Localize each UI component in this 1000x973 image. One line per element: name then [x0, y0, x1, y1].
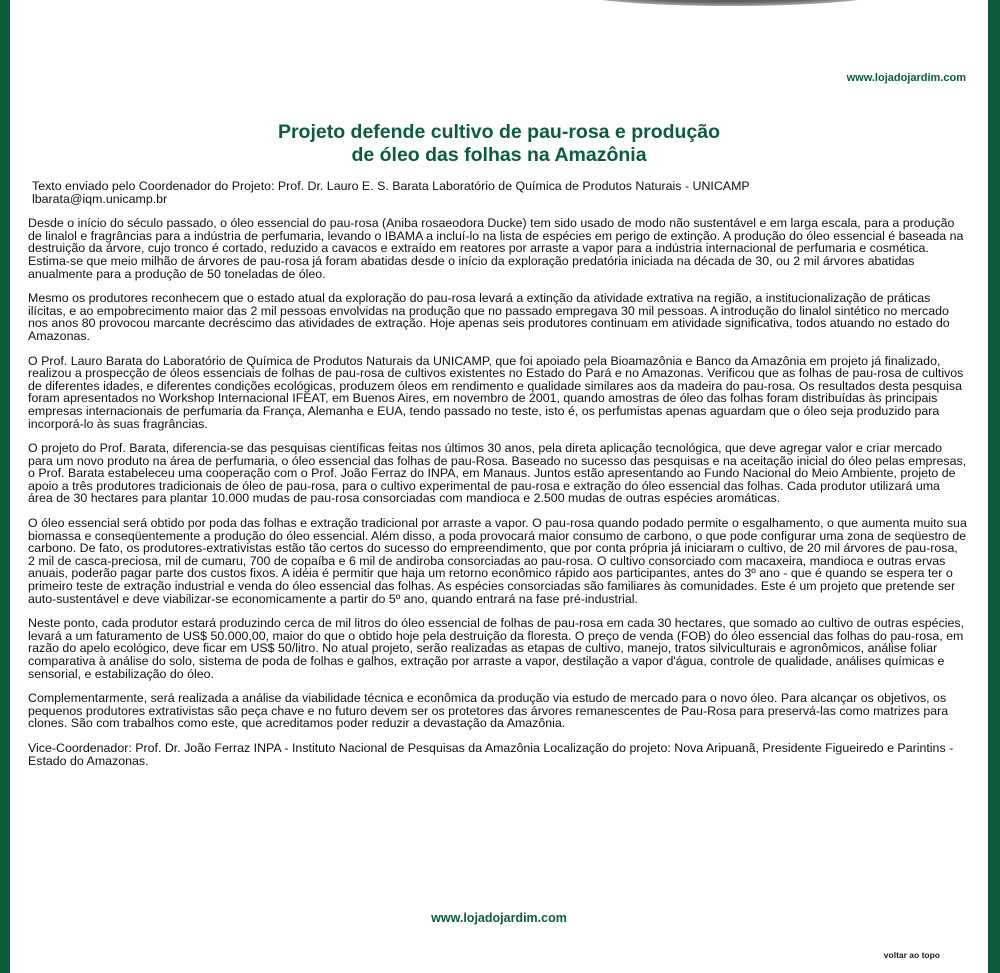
article-credit	[28, 180, 968, 205]
site-link-bottom[interactable]: www.lojadojardim.com	[431, 911, 567, 925]
paragraph: Complementarmente, será realizada a análise da viabilidade técnica e econômica da produção via estudo de mercado para o novo óleo. Para alcançar os objetivos, os pequenos produtores extrativistas são peça chave e no futuro devem ser os protetores das árvores remanescentes de Pau-Rosa para preservá-las como matrizes para clones. São com trabalhos como este, que acreditamos poder reduzir a devastação da Amazônia.	[28, 691, 949, 731]
paragraph: Mesmo os produtores reconhecem que o estado atual da exploração do pau-rosa levará a extinção da atividade extrativa na região, a institucionalização de práticas ilícitas, e ao empobrecimento maior das 2 mil pessoas envolvidas na produção que no passado empregava 30 mil pessoas. A introdução do linalol sintético no mercado nos anos 80 provocou marcante decréscimo das atividades de extração. Hoje apenas seis produtores continuam em atividade significativa, todos atuando no estado do Amazonas.	[28, 291, 950, 343]
article-body	[28, 180, 968, 779]
title-line-2: de óleo das folhas na Amazônia	[351, 144, 647, 166]
header-decoration	[570, 0, 890, 6]
paragraph: O Prof. Lauro Barata do Laboratório de Química de Produtos Naturais da UNICAMP, que foi apoiado pela Bioamazônia e Banco da Amazônia em projeto já finalizado, realizou a prospecção de óleos essenciais de folhas de pau-rosa de cultivos existentes no Estado do Pará e no Amazonas. Verificou que as folhas de pau-rosa de cultivos de diferentes idades, e diferentes condições ecológicas, produzem óleos em rendimento e qualidade similares aos da madeira do pau-rosa. Os resultados desta pesquisa foram apresentados no Workshop Internacional IFEAT, em Buenos Aires, em novembro de 2001, quando amostras de óleo das folhas foram distribuídas às principais empresas internacionais de perfumaria da França, Alemanha e EUA, tendo passado no teste, isto é, os perfumistas apenas aguardam que o óleo seja produzido para incorporá-lo às suas fragrâncias.	[28, 353, 964, 431]
site-link-top[interactable]: www.lojadojardim.com	[846, 72, 966, 84]
credit-author: Texto enviado pelo Coordenador do Projeto: Prof. Dr. Lauro E. S. Barata Laboratório de Química de Produtos Naturais - UNICAMP	[32, 179, 750, 193]
paragraph: Neste ponto, cada produtor estará produzindo cerca de mil litros do óleo essencial de folhas de pau-rosa em cada 30 hectares, que somado ao cultivo de outras espécies, levará a um faturamento de US$ 50.000,00, maior do que o obtido hoje pela destruição da floresta. O preço de venda (FOB) do óleo essencial das folhas do pau-rosa, em razão do apelo ecológico, deve ficar em US$ 50/litro. No atual projeto, serão realizadas as etapas de cultivo, manejo, tratos silviculturais e agronômicos, análise foliar comparativa à análise do solo, sistema de poda de folhas e galhos, extração por arraste a vapor, destilação a vapor d'água, controle de qualidade, análises químicas e sensorial, e estabilização do óleo.	[28, 616, 965, 681]
paragraph: O projeto do Prof. Barata, diferencia-se das pesquisas científicas feitas nos últimos 30 anos, pela direta aplicação tecnológica, que deve agregar valor e criar mercado para um novo produto na área de perfumaria, o óleo essencial das folhas de pau-Rosa. Baseado no sucesso das pesquisas e na aceitação inicial do óleo pelas empresas, o Prof. Barata estabeleceu uma cooperação com o Prof. João Ferraz do INPA, em Manaus. Juntos estão apresentando ao Fundo Nacional do Meio Ambiente, projeto de apoio a três produtores tradicionais de óleo de pau-rosa, para o cultivo experimental de pau-rosa e extração do óleo essencial das folhas. Cada produtor utilizará uma área de 30 hectares para plantar 10.000 mudas de pau-rosa consorciadas com mandioca e 2.500 mudas de outras espécies aromáticas.	[28, 441, 967, 506]
page	[10, 0, 988, 973]
credit-email: lbarata@iqm.unicamp.br	[32, 191, 168, 206]
back-to-top-link[interactable]: voltar ao topo	[883, 950, 940, 960]
paragraph: O óleo essencial será obtido por poda das folhas e extração tradicional por arraste a vapor. O pau-rosa quando podado permite o esgalhamento, o que aumenta muito sua biomassa e conseqüentemente a produção do óleo essencial. Além disso, a poda provocará maior consumo de carbono, o que pode configurar uma zona de seqüestro de carbono. De fato, os produtores-extrativistas estão tão certos do sucesso do empreendimento, que por conta própria já iniciaram o cultivo, de 20 mil árvores de pau-rosa, 2 mil de casca-preciosa, mil de cumaru, 700 de copaíba e 6 mil de andiroba consorciadas ao pau-rosa. O cultivo consorciado com macaxeira, mandioca e outras ervas anuais, poderão pagar parte dos custos fixos. A idéia é permitir que haja um retorno econômico rápido aos participantes, antes do 3º ano - que é quando se espera ter o primeiro teste de extração industrial e venda do óleo essencial das folhas. As espécies consorciadas são familiares às comunidades. Este é um projeto que pretende ser auto-sustentável e deve viabilizar-se economicamente a partir do 5º ano, quando entrará na fase pré-industrial.	[28, 516, 967, 606]
title-line-1: Projeto defende cultivo de pau-rosa e produção	[277, 121, 721, 143]
paragraph: Desde o início do século passado, o óleo essencial do pau-rosa (Aniba rosaeodora Ducke) tem sido usado de modo não sustentável e em larga escala, para a produção de linalol e fragrâncias para a indústria de perfumaria, levando o IBAMA a incluí-lo na lista de espécies em perigo de extinção. A produção do óleo essencial é baseada na destruição da árvore, cujo tronco é cortado, reduzido a cavacos e extraído em reatores por arraste a vapor para a indústria internacional de perfumaria e cosmética. Estima-se que meio milhão de árvores de pau-rosa já foram abatidas desde o início da exploração predatória iniciada na década de 30, ou 2 mil árvores abatidas anualmente para a produção de 50 toneladas de óleo.	[28, 216, 964, 281]
article-title	[10, 121, 988, 167]
paragraph: Vice-Coordenador: Prof. Dr. João Ferraz INPA - Instituto Nacional de Pesquisas da Amazônia Localização do projeto: Nova Aripuanã, Presidente Figueiredo e Parintins - Estado do Amazonas.	[28, 740, 954, 768]
